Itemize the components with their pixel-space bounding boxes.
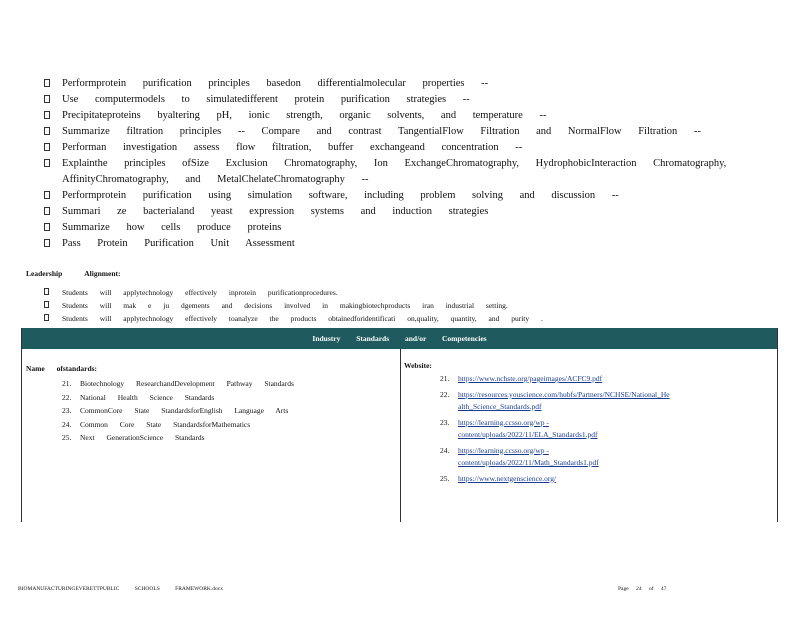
- website-link[interactable]: https://resources.youscience.com/hubfs/Partners/NCHSE/National_He alth_Science_Standards.pdf: [458, 389, 670, 411]
- list-item: 21. Biotechnology ResearchandDevelopment Pathway Standards: [62, 379, 294, 388]
- footer-filename: BIOMANUFACTURINGEVERETTPUBLIC SCHOOLS FRAMEWORK.docx: [18, 586, 223, 592]
- list-item: 22. https://resources.youscience.com/hubfs/Partners/NCHSE/National_He alth_Science_Standards.pdf: [440, 389, 770, 414]
- list-item: 25. https://www.nextgenscience.org/: [440, 473, 770, 486]
- bullet-icon: [44, 143, 50, 151]
- list-item: Students will applytechnology effectively toanalyze the products obtainedforidentificati on,quality, quantity, and purity .: [44, 312, 684, 325]
- bullet-icon: [44, 127, 50, 135]
- table-header: Industry Standards and/or Competencies: [22, 328, 777, 349]
- website-link[interactable]: https://learning.ccsso.org/wp - content/uploads/2022/11/ELA_Standards1.pdf: [458, 417, 598, 439]
- list-item: 21. https://www.nchste.org/pageimages/ACFC9.pdf: [440, 373, 770, 386]
- website-link[interactable]: https://learning.ccsso.org/wp - content/uploads/2022/11/Math_Standards1.pdf: [458, 445, 599, 467]
- list-item: Pass Protein Purification Unit Assessment: [44, 236, 744, 252]
- list-item: Students will applytechnology effectively inprotein purificationprocedures.: [44, 286, 684, 299]
- bullet-icon: [44, 79, 50, 87]
- list-item: 24. Common Core State StandardsforMathematics: [62, 419, 251, 429]
- leadership-title: Leadership Alignment:: [26, 269, 121, 278]
- list-item: 25. Next GenerationScience Standards: [62, 433, 205, 442]
- website-link[interactable]: https://www.nchste.org/pageimages/ACFC9.pdf: [458, 374, 603, 383]
- bullet-icon: [44, 314, 49, 321]
- list-item: Precipitateproteins byaltering pH, ionic strength, organic solvents, and temperature --: [44, 108, 744, 124]
- list-item: Students will mak e ju dgements and decisions involved in makingbiotechproducts iran industrial setting.: [44, 299, 684, 312]
- bullet-icon: [44, 301, 49, 308]
- list-item: Summari ze bacterialand yeast expression systems and induction strategies: [44, 204, 744, 220]
- bullet-icon: [44, 223, 50, 231]
- footer-page-number: Page 24 of 47: [618, 586, 667, 592]
- website-link[interactable]: https://www.nextgenscience.org/: [458, 473, 557, 483]
- list-item: Performprotein purification principles basedon differentialmolecular properties --: [44, 76, 744, 92]
- list-item: Performan investigation assess flow filtration, buffer exchangeand concentration --: [44, 140, 744, 156]
- website-list: [440, 373, 770, 488]
- list-item: 24. https://learning.ccsso.org/wp - content/uploads/2022/11/Math_Standards1.pdf: [440, 445, 770, 470]
- bullet-icon: [44, 288, 49, 295]
- list-item: 23. CommonCore State StandardsforEnglish Language Arts: [62, 406, 289, 415]
- list-item: 22. National Health Science Standards: [62, 392, 215, 402]
- list-item: Use computermodels to simulatedifferent protein purification strategies --: [44, 92, 744, 108]
- bullet-icon: [44, 191, 50, 199]
- list-item: Summarize how cells produce proteins: [44, 220, 744, 236]
- standards-list: [62, 377, 294, 445]
- list-item: Explainthe principles ofSize Exclusion Chromatography, Ion ExchangeChromatography, HydrophobicInteraction Chromatography, AffinityChromatography, and MetalChelateChromatography --: [44, 156, 744, 188]
- bullet-icon: [44, 111, 50, 119]
- list-item: 23. https://learning.ccsso.org/wp - content/uploads/2022/11/ELA_Standards1.pdf: [440, 417, 770, 442]
- objectives-list: [44, 76, 744, 252]
- bullet-icon: [44, 207, 50, 215]
- bullet-icon: [44, 95, 50, 103]
- list-item: Performprotein purification using simulation software, including problem solving and discussion --: [44, 188, 744, 204]
- standards-title: Name ofstandards:: [26, 364, 98, 373]
- leadership-list: [44, 286, 684, 325]
- list-item: Summarize filtration principles -- Compare and contrast TangentialFlow Filtration and NormalFlow Filtration --: [44, 124, 744, 140]
- website-title: Website:: [404, 361, 432, 370]
- bullet-icon: [44, 159, 50, 167]
- column-divider: [400, 349, 401, 522]
- bullet-icon: [44, 239, 50, 247]
